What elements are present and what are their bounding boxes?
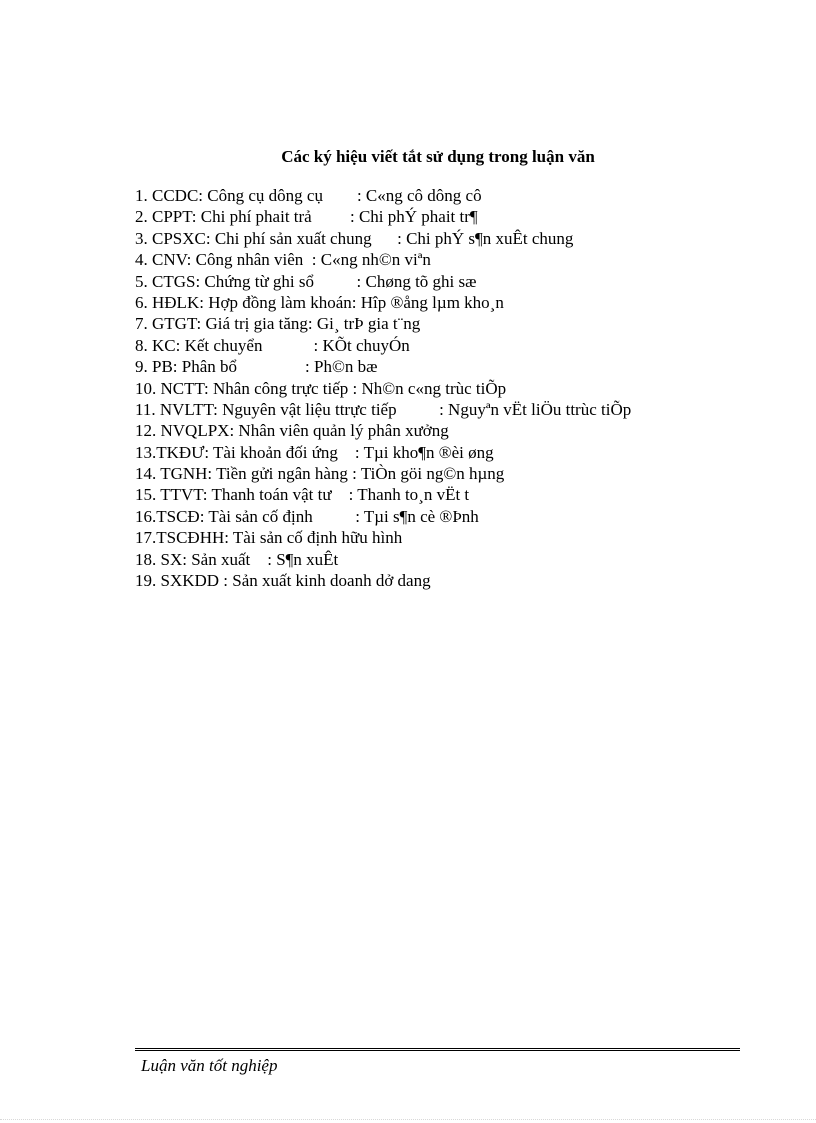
list-item: 19. SXKDD : Sản xuất kinh doanh dở dang: [135, 571, 431, 591]
list-item: 15. TTVT: Thanh toán vật tư : Thanh to¸n vËt t: [135, 485, 470, 505]
list-item: 16.TSCĐ: Tài sản cố định : Tµi s¶n cè ®Þnh: [135, 506, 479, 526]
list-item: 7. GTGT: Giá trị gia tăng: Gi¸ trÞ gia t¨ng: [135, 314, 421, 334]
list-item: 4. CNV: Công nhân viên : C«ng nh©n viªn: [135, 250, 431, 270]
list-item: 14. TGNH: Tiền gửi ngân hàng : TiÒn göi ng©n hµng: [135, 464, 505, 484]
list-item: 1. CCDC: Công cụ dông cụ : C«ng cô dông cô: [135, 186, 482, 205]
page-bottom-border: [0, 1119, 816, 1120]
footer-divider: [135, 1048, 740, 1051]
list-item: 18. SX: Sản xuất : S¶n xuÊt: [135, 549, 339, 569]
list-item: 8. KC: Kết chuyển : KÕt chuyÓn: [135, 335, 410, 355]
list-item: 13.TKĐƯ: Tài khoản đối ứng : Tµi kho¶n ®èi øng: [135, 442, 494, 462]
list-item: 10. NCTT: Nhân công trực tiếp : Nh©n c«ng trùc tiÕp: [135, 378, 507, 398]
list-item: 17.TSCĐHH: Tài sản cố định hữu hình: [135, 528, 403, 548]
list-item: 6. HĐLK: Hợp đồng làm khoán: Hîp ®ång lµm kho¸n: [135, 292, 504, 312]
list-item: 2. CPPT: Chi phí phait trả : Chi phÝ phait tr¶: [135, 207, 478, 227]
list-item: 11. NVLTT: Nguyên vật liệu ttrực tiếp : Nguyªn vËt liÖu ttrùc tiÕp: [135, 399, 632, 419]
list-item: 3. CPSXC: Chi phí sản xuất chung : Chi phÝ s¶n xuÊt chung: [135, 228, 574, 248]
list-item: 12. NVQLPX: Nhân viên quản lý phân xưởng: [135, 421, 449, 441]
list-item: 5. CTGS: Chứng từ ghi sổ : Chøng tõ ghi sæ: [135, 271, 477, 291]
list-item: 9. PB: Phân bổ : Ph©n bæ: [135, 357, 378, 377]
document-title: Các ký hiệu viết tắt sử dụng trong luận văn: [281, 147, 595, 166]
footer-text: Luận văn tốt nghiệp: [141, 1056, 278, 1075]
abbreviation-list: [135, 185, 631, 591]
